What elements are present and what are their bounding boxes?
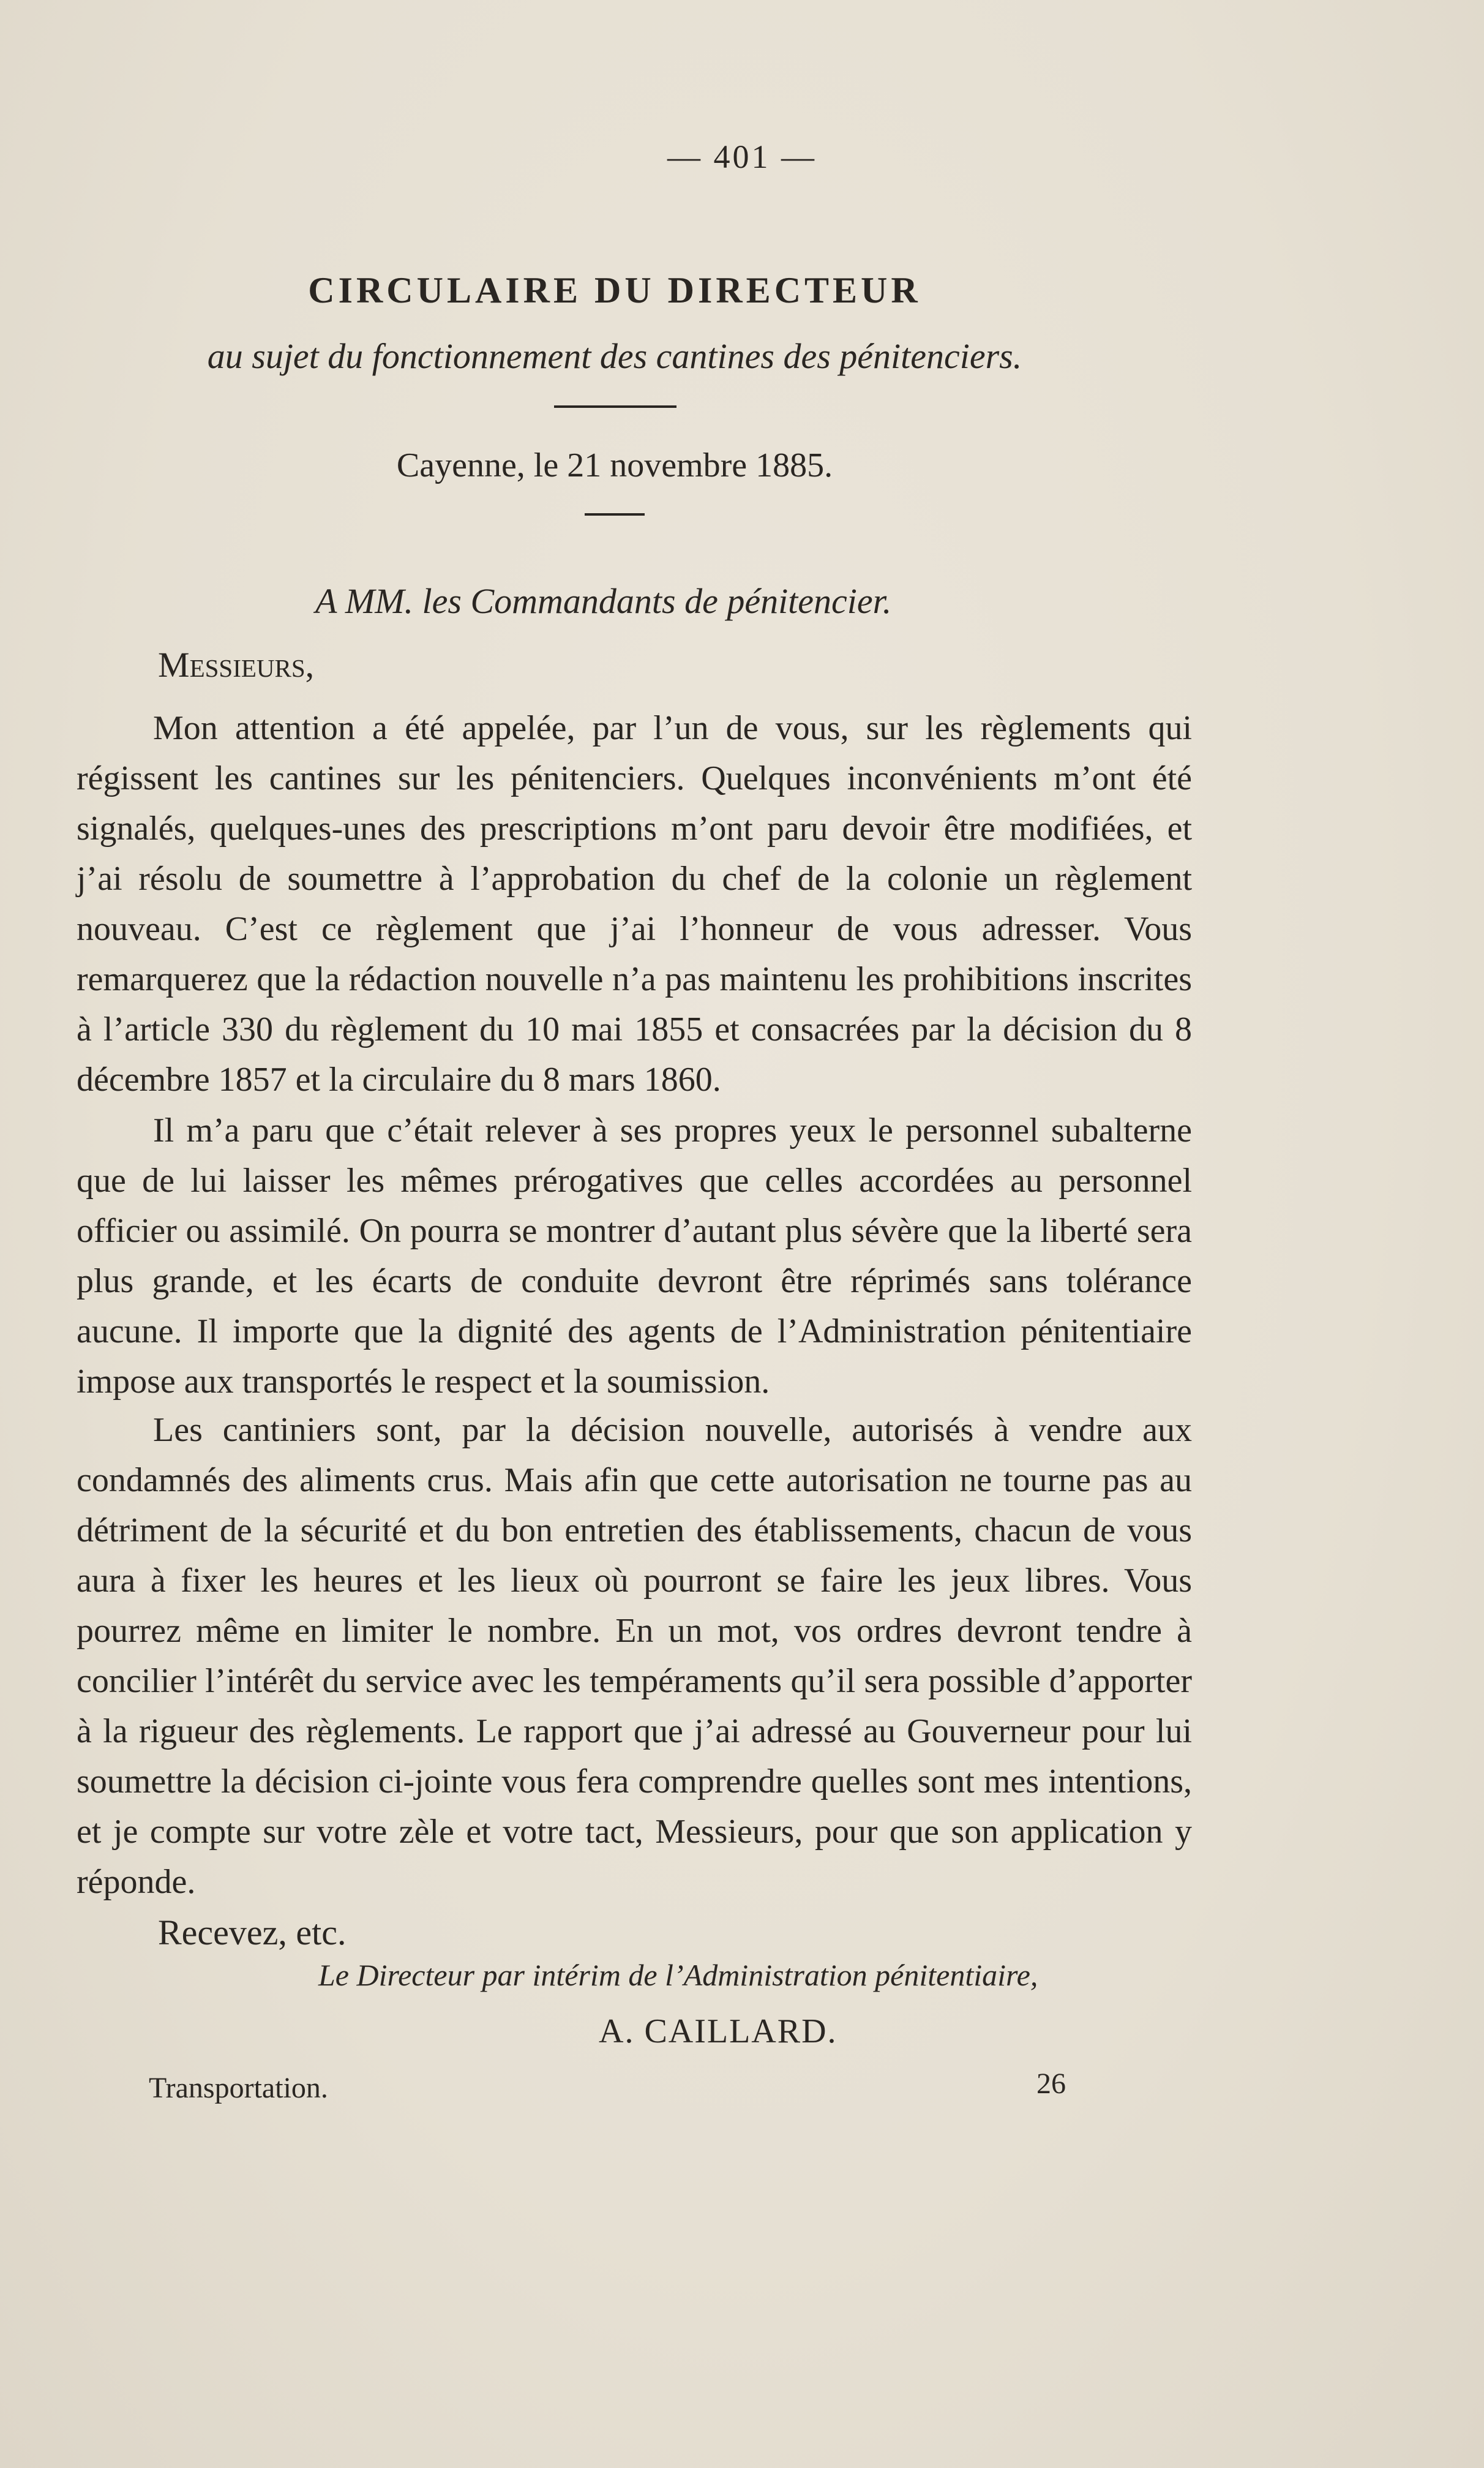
page-number: — 401 — <box>667 138 817 175</box>
body-paragraph-3: Les cantiniers sont, par la décision nouvelle, autorisés à vendre aux condamnés des aliments crus. Mais afin que cette autorisation ne tourne pas au détriment de la sécurité et du bon entretien des établissements, chacun de vous aura à fixer les heures et les lieux où pourront se faire les jeux libres. Vous pourrez même en limiter le nombre. En un mot, vos ordres devront tendre à concilier l’intérêt du service avec les tempéraments qu’il sera possible d’apporter à la rigueur des règlements. Le rapport que j’ai adressé au Gouverneur pour lui soumettre la décision ci-jointe vous fera comprendre quelles sont mes intentions, et je compte sur votre zèle et votre tact, Messieurs, pour que son application y réponde. <box>77 1411 1192 1901</box>
date-divider <box>585 513 645 516</box>
signature-name: A. CAILLARD. <box>599 2012 838 2050</box>
document-subtitle: au sujet du fonctionnement des cantines des pénitenciers. <box>207 336 1022 376</box>
dateline: Cayenne, le 21 novembre 1885. <box>396 446 833 484</box>
addressee: A MM. les Commandants de pénitencier. <box>315 581 892 621</box>
document-title: CIRCULAIRE DU DIRECTEUR <box>308 270 921 310</box>
signature-title: Le Directeur par intérim de l’Administration pénitentiaire, <box>318 1958 1038 1992</box>
body-paragraph-1: Mon attention a été appelée, par l’un de vous, sur les règlements qui régissent les cantines sur les pénitenciers. Quelques inconvénients m’ont été signalés, quelques-unes des prescriptions m’ont paru devoir être modifiées, et j’ai résolu de soumettre à l’approbation du chef de la colonie un règlement nouveau. C’est ce règlement que j’ai l’honneur de vous adresser. Vous remarquerez que la rédaction nouvelle n’a pas maintenu les prohibitions inscrites à l’article 330 du règlement du 10 mai 1855 et consacrées par la décision du 8 décembre 1857 et la circulaire du 8 mars 1860. <box>77 709 1192 1099</box>
closing-formula: Recevez, etc. <box>158 1913 347 1952</box>
footer-signature-mark: 26 <box>1036 2067 1066 2100</box>
salutation: Messieurs, <box>158 645 315 685</box>
body-paragraph-2: Il m’a paru que c’était relever à ses propres yeux le personnel subalterne que de lui laisser les mêmes prérogatives que celles accordées au personnel officier ou assimilé. On pourra se montrer d’autant plus sévère que la liberté sera plus grande, et les écarts de conduite devront être réprimés sans tolérance aucune. Il importe que la dignité des agents de l’Administration pénitentiaire impose aux transportés le respect et la soumission. <box>77 1112 1192 1401</box>
footer-section-label: Transportation. <box>149 2072 328 2104</box>
title-divider <box>554 405 676 408</box>
